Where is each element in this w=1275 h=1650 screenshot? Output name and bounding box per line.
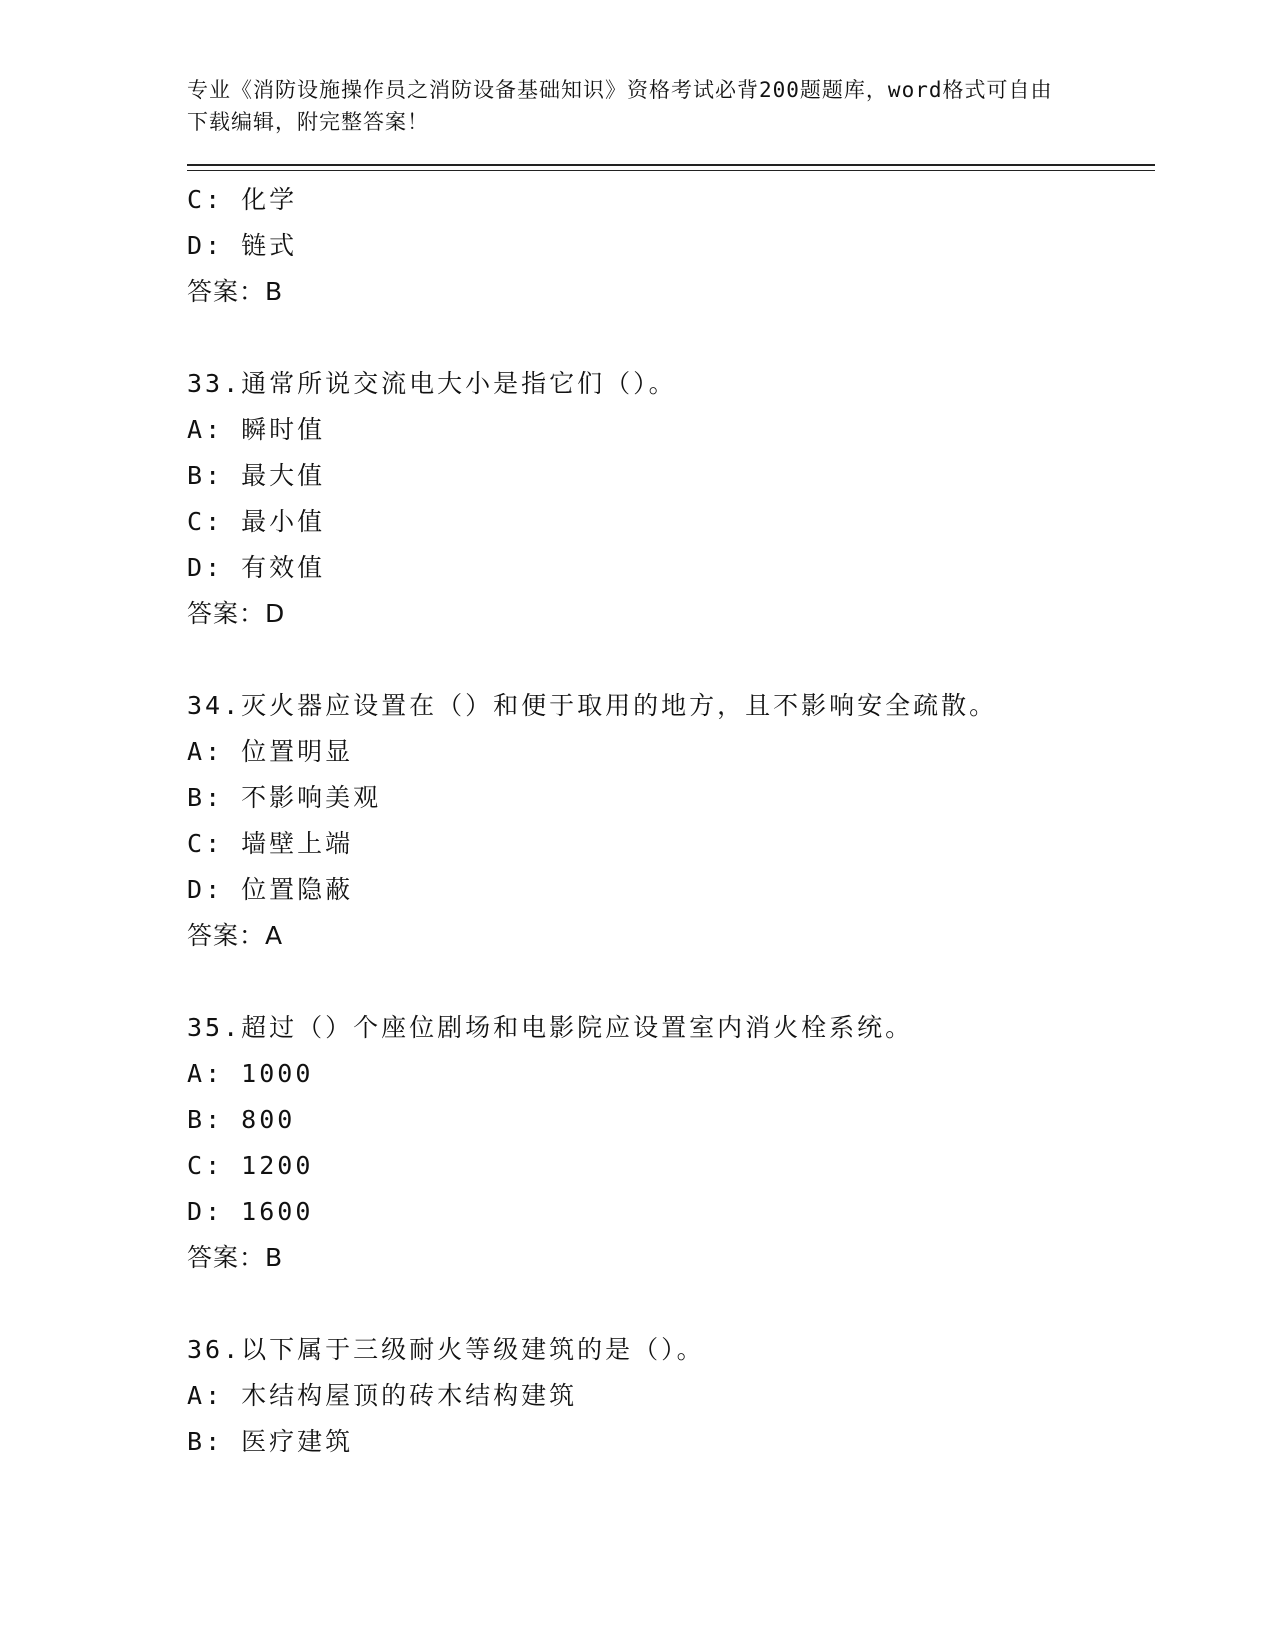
- option-row: A: 瞬时值: [187, 415, 326, 444]
- option-row: A: 木结构屋顶的砖木结构建筑: [187, 1381, 578, 1410]
- answer-row: 答案：D: [187, 599, 286, 628]
- document-header: 专业《消防设施操作员之消防设备基础知识》资格考试必背200题题库，word格式可自由下载编辑，附完整答案！: [187, 78, 1053, 134]
- option-row: B: 800: [187, 1105, 296, 1134]
- question-text: 35.超过（）个座位剧场和电影院应设置室内消火栓系统。: [187, 1013, 914, 1042]
- question-text: 33.通常所说交流电大小是指它们（）。: [187, 369, 677, 398]
- option-row: B: 医疗建筑: [187, 1427, 354, 1456]
- document-page: [187, 74, 1155, 1465]
- divider-thin: [187, 170, 1155, 171]
- option-row: D: 有效值: [187, 553, 326, 582]
- answer-row: 答案：A: [187, 921, 284, 950]
- option-row: D: 位置隐蔽: [187, 875, 354, 904]
- option-row: D: 链式: [187, 231, 298, 260]
- option-row: C: 1200: [187, 1151, 314, 1180]
- header-divider: [187, 164, 1155, 171]
- question-text: 34.灭火器应设置在（）和便于取用的地方，且不影响安全疏散。: [187, 691, 998, 720]
- option-row: C: 墙壁上端: [187, 829, 354, 858]
- option-row: D: 1600: [187, 1197, 314, 1226]
- answer-row: 答案：B: [187, 277, 284, 306]
- option-row: A: 位置明显: [187, 737, 354, 766]
- option-row: C: 化学: [187, 185, 298, 214]
- answer-row: 答案：B: [187, 1243, 284, 1272]
- question-list: [187, 177, 1155, 1465]
- option-row: B: 不影响美观: [187, 783, 382, 812]
- option-row: B: 最大值: [187, 461, 326, 490]
- option-row: A: 1000: [187, 1059, 314, 1088]
- question-text: 36.以下属于三级耐火等级建筑的是（）。: [187, 1335, 705, 1364]
- divider-thick: [187, 164, 1155, 166]
- option-row: C: 最小值: [187, 507, 326, 536]
